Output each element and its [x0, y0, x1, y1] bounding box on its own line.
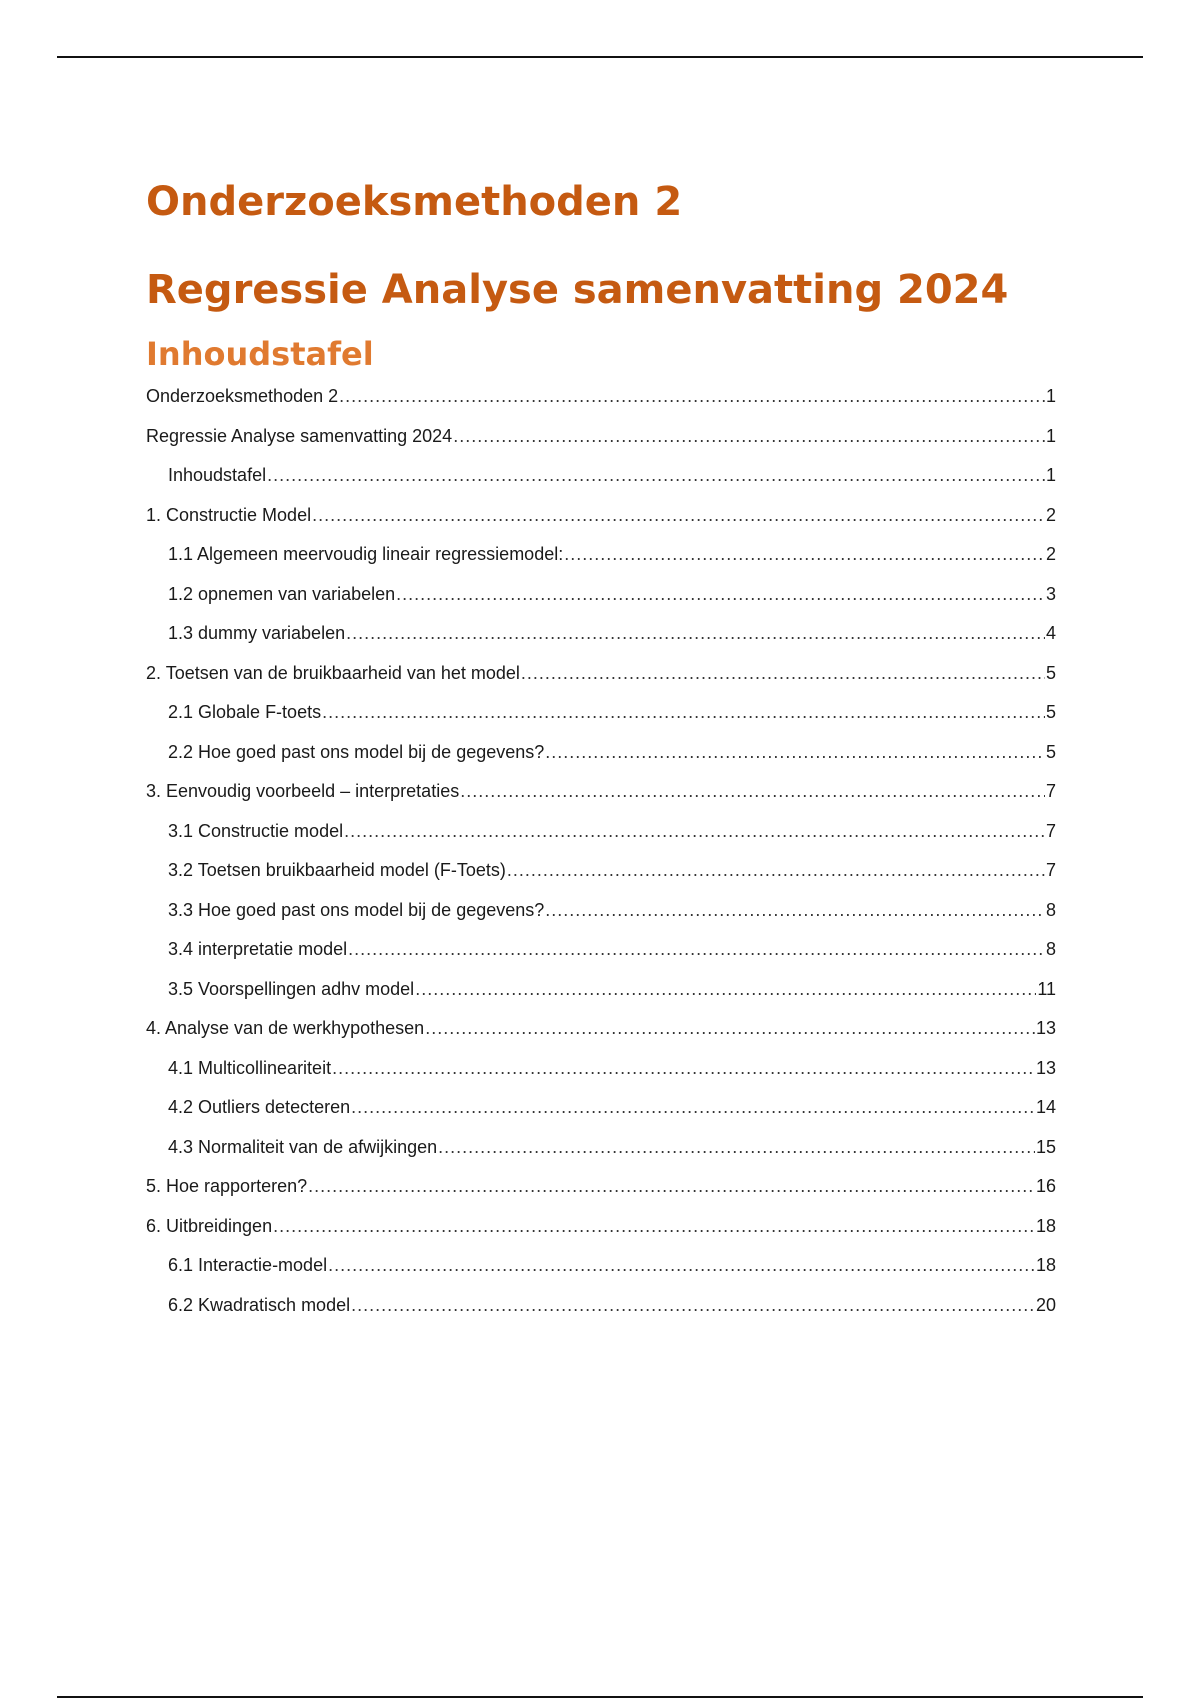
toc-entry-label[interactable]: Onderzoeksmethoden 2: [146, 386, 339, 406]
table-of-contents: [146, 386, 1056, 1334]
document-title: Onderzoeksmethoden 2: [146, 179, 683, 225]
toc-entry-label[interactable]: 4.1 Multicollineariteit: [168, 1057, 332, 1078]
toc-entry[interactable]: [146, 1137, 1056, 1177]
toc-leader-dots: [322, 702, 1045, 722]
toc-leader-dots: [332, 1058, 1035, 1078]
toc-entry-label[interactable]: Regressie Analyse samenvatting 2024: [146, 425, 453, 446]
toc-entry-label[interactable]: Inhoudstafel: [168, 465, 267, 485]
toc-entry[interactable]: [146, 584, 1056, 624]
toc-entry[interactable]: [146, 821, 1056, 861]
toc-entry-page[interactable]: 7: [1045, 860, 1056, 880]
toc-entry-label[interactable]: 5. Hoe rapporteren?: [146, 1176, 308, 1196]
toc-entry[interactable]: [146, 1255, 1056, 1295]
toc-entry-page[interactable]: 5: [1045, 662, 1056, 683]
toc-entry[interactable]: [146, 702, 1056, 742]
toc-leader-dots: [438, 1137, 1035, 1157]
toc-entry[interactable]: [146, 900, 1056, 940]
toc-leader-dots: [328, 1255, 1035, 1275]
toc-entry-label[interactable]: 2. Toetsen van de bruikbaarheid van het model: [146, 662, 520, 683]
toc-entry-page[interactable]: 16: [1035, 1176, 1056, 1196]
toc-entry[interactable]: [146, 1097, 1056, 1137]
toc-entry-label[interactable]: 3.1 Constructie model: [168, 820, 344, 841]
toc-leader-dots: [267, 465, 1045, 485]
toc-entry-page[interactable]: 2: [1045, 504, 1056, 525]
toc-entry[interactable]: [146, 505, 1056, 545]
toc-entry-page[interactable]: 18: [1035, 1215, 1056, 1236]
toc-entry-label[interactable]: 4.3 Normaliteit van de afwijkingen: [168, 1136, 438, 1157]
toc-entry-page[interactable]: 7: [1045, 781, 1056, 801]
toc-leader-dots: [545, 900, 1045, 920]
toc-entry[interactable]: [146, 979, 1056, 1019]
toc-entry-label[interactable]: 1. Constructie Model: [146, 504, 312, 525]
toc-heading: Inhoudstafel: [146, 335, 374, 373]
toc-leader-dots: [460, 781, 1045, 801]
toc-entry-label[interactable]: 1.1 Algemeen meervoudig lineair regressiemodel:: [168, 544, 564, 564]
toc-leader-dots: [312, 505, 1045, 525]
toc-leader-dots: [396, 584, 1045, 604]
toc-entry-page[interactable]: 11: [1037, 978, 1056, 999]
toc-leader-dots: [507, 860, 1045, 880]
toc-entry-label[interactable]: 6.1 Interactie-model: [168, 1255, 328, 1275]
toc-entry-page[interactable]: 1: [1045, 465, 1056, 485]
toc-entry[interactable]: [146, 742, 1056, 782]
toc-entry[interactable]: [146, 1216, 1056, 1256]
toc-entry-page[interactable]: 2: [1045, 544, 1056, 564]
toc-entry[interactable]: [146, 1176, 1056, 1216]
toc-entry[interactable]: [146, 781, 1056, 821]
toc-entry-label[interactable]: 6.2 Kwadratisch model: [168, 1294, 351, 1315]
toc-entry-page[interactable]: 18: [1035, 1255, 1056, 1275]
toc-leader-dots: [351, 1097, 1035, 1117]
toc-entry-page[interactable]: 5: [1045, 702, 1056, 722]
toc-entry-label[interactable]: 2.1 Globale F-toets: [168, 702, 322, 722]
toc-entry-page[interactable]: 1: [1045, 386, 1056, 406]
toc-entry[interactable]: [146, 544, 1056, 584]
toc-leader-dots: [545, 742, 1045, 762]
toc-entry-page[interactable]: 8: [1045, 939, 1056, 959]
toc-entry-label[interactable]: 3. Eenvoudig voorbeeld – interpretaties: [146, 781, 460, 801]
toc-leader-dots: [425, 1018, 1035, 1038]
toc-entry[interactable]: [146, 465, 1056, 505]
toc-entry-page[interactable]: 15: [1035, 1136, 1056, 1157]
toc-leader-dots: [564, 544, 1045, 564]
toc-leader-dots: [415, 979, 1036, 999]
toc-leader-dots: [521, 663, 1045, 683]
document-subtitle: Regressie Analyse samenvatting 2024: [146, 267, 1009, 313]
toc-entry-label[interactable]: 3.2 Toetsen bruikbaarheid model (F-Toets): [168, 860, 506, 880]
toc-leader-dots: [344, 821, 1045, 841]
toc-entry[interactable]: [146, 386, 1056, 426]
toc-entry-label[interactable]: 6. Uitbreidingen: [146, 1215, 273, 1236]
toc-leader-dots: [273, 1216, 1035, 1236]
toc-entry-page[interactable]: 3: [1045, 583, 1056, 604]
toc-entry[interactable]: [146, 623, 1056, 663]
toc-leader-dots: [351, 1295, 1035, 1315]
toc-entry-label[interactable]: 3.5 Voorspellingen adhv model: [168, 978, 415, 999]
footer-rule: [57, 1696, 1143, 1698]
toc-entry-label[interactable]: 2.2 Hoe goed past ons model bij de gegevens?: [168, 741, 545, 762]
toc-entry[interactable]: [146, 1058, 1056, 1098]
toc-entry[interactable]: [146, 663, 1056, 703]
toc-leader-dots: [453, 426, 1045, 446]
toc-entry[interactable]: [146, 860, 1056, 900]
toc-entry[interactable]: [146, 426, 1056, 466]
toc-entry-page[interactable]: 5: [1045, 741, 1056, 762]
toc-leader-dots: [348, 939, 1045, 959]
toc-entry[interactable]: [146, 1018, 1056, 1058]
toc-entry-page[interactable]: 7: [1045, 820, 1056, 841]
toc-entry-page[interactable]: 20: [1035, 1294, 1056, 1315]
toc-entry-page[interactable]: 13: [1035, 1057, 1056, 1078]
toc-entry-page[interactable]: 8: [1045, 899, 1056, 920]
toc-entry-label[interactable]: 1.2 opnemen van variabelen: [168, 583, 396, 604]
toc-entry-label[interactable]: 3.3 Hoe goed past ons model bij de gegevens?: [168, 899, 545, 920]
toc-entry-page[interactable]: 4: [1045, 623, 1056, 643]
toc-entry-page[interactable]: 13: [1035, 1018, 1056, 1038]
header-rule: [57, 56, 1143, 58]
toc-entry-label[interactable]: 4. Analyse van de werkhypothesen: [146, 1018, 425, 1038]
toc-entry-page[interactable]: 14: [1035, 1097, 1056, 1117]
toc-leader-dots: [308, 1176, 1035, 1196]
toc-leader-dots: [346, 623, 1045, 643]
toc-entry-page[interactable]: 1: [1045, 425, 1056, 446]
toc-entry-label[interactable]: 4.2 Outliers detecteren: [168, 1097, 351, 1117]
toc-entry-label[interactable]: 3.4 interpretatie model: [168, 939, 348, 959]
toc-entry[interactable]: [146, 939, 1056, 979]
toc-entry-label[interactable]: 1.3 dummy variabelen: [168, 623, 346, 643]
toc-entry[interactable]: [146, 1295, 1056, 1335]
toc-leader-dots: [339, 386, 1045, 406]
